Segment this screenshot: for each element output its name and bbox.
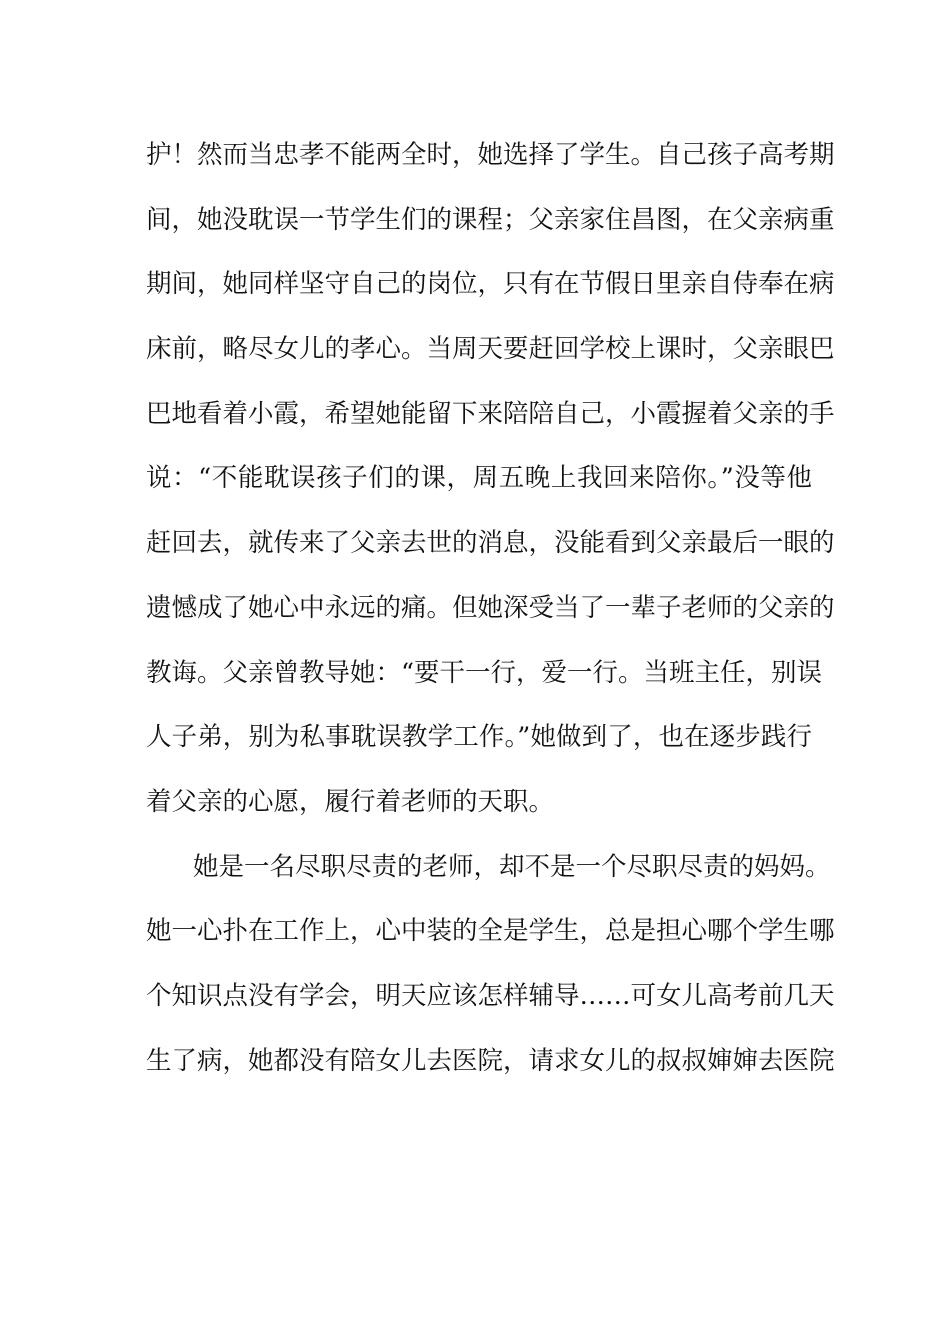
text-line: 她一心扑在工作上，心中装的全是学生，总是担心哪个学生哪: [146, 916, 835, 947]
body-text: [146, 131, 835, 1101]
text-line: 遗憾成了她心中永远的痛。但她深受当了一辈子老师的父亲的: [146, 592, 835, 623]
text-line: 赶回去，就传来了父亲去世的消息，没能看到父亲最后一眼的: [146, 528, 835, 559]
paragraph-end-line: 着父亲的心愿，履行着老师的天职。: [146, 786, 555, 817]
text-line: 人子弟，别为私事耽误教学工作。”她做到了，也在逐步践行: [146, 722, 812, 753]
text-line: 护！然而当忠孝不能两全时，她选择了学生。自己孩子高考期: [146, 140, 835, 170]
text-line: 间，她没耽误一节学生们的课程；父亲家住昌图，在父亲病重: [146, 204, 835, 235]
text-line: 个知识点没有学会，明天应该怎样辅导……可女儿高考前几天: [146, 980, 835, 1011]
text-line: 说：“不能耽误孩子们的课，周五晚上我回来陪你。”没等他: [146, 463, 812, 494]
text-line: 教诲。父亲曾教导她：“要干一行，爱一行。当班主任，别误: [146, 657, 823, 688]
text-line: 期间，她同样坚守自己的岗位，只有在节假日里亲自侍奉在病: [146, 269, 835, 300]
text-line: 床前，略尽女儿的孝心。当周天要赶回学校上课时，父亲眼巴: [146, 334, 835, 365]
text-line: 生了病，她都没有陪女儿去医院，请求女儿的叔叔婶婶去医院: [146, 1045, 835, 1076]
text-line: 巴地看着小霞，希望她能留下来陪陪自己，小霞握着父亲的手: [146, 398, 835, 429]
paragraph-first-line: 她是一名尽职尽责的老师，却不是一个尽职尽责的妈妈。: [193, 851, 831, 882]
